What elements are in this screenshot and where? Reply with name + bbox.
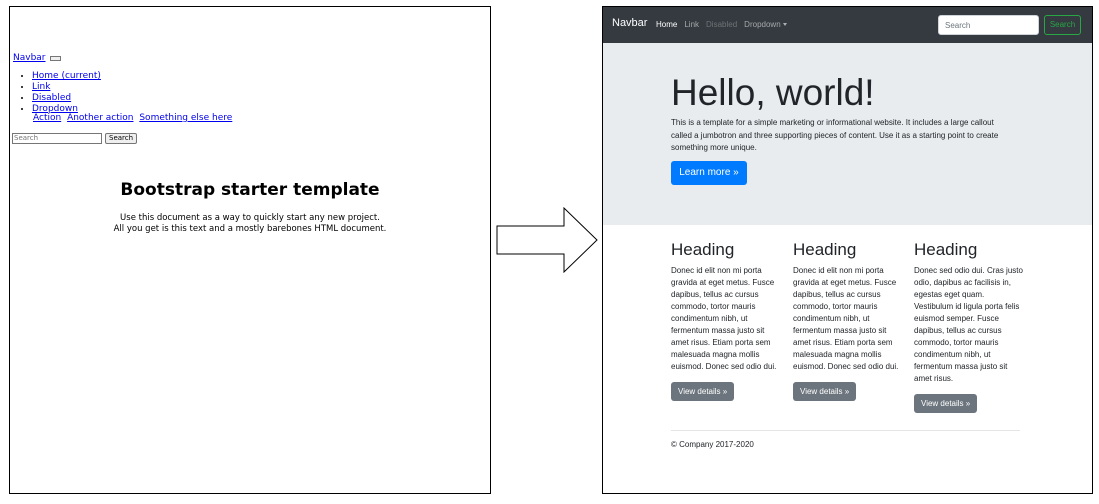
dropdown-menu-plain — [33, 113, 235, 124]
navbar-brand[interactable]: Navbar — [612, 17, 648, 29]
right-arrow-icon — [496, 207, 599, 273]
search-button[interactable]: Search — [1044, 15, 1081, 35]
search-input[interactable]: Search — [938, 15, 1039, 35]
column-text: Donec sed odio dui. Cras justo odio, dapibus ac facilisis in, egestas eget quam. Vestibulum id ligula porta felis euismod semper. Fusce dapibus, tellus ac cursus commodo, tortor mauris condimentum nibh, ut fermentum massa justo sit amet risus. — [914, 266, 1023, 383]
nav-link-home[interactable]: Home (current) — [32, 71, 101, 81]
column-2 — [793, 241, 903, 401]
dropdown-item-action[interactable]: Action — [33, 113, 62, 123]
nav-link-dropdown[interactable] — [744, 20, 786, 29]
search-input-plain[interactable]: Search — [12, 133, 102, 144]
styled-page-panel — [602, 6, 1093, 494]
view-details-button[interactable]: View details » — [793, 382, 856, 401]
column-3 — [914, 241, 1024, 413]
learn-more-button[interactable]: Learn more » — [671, 161, 747, 185]
jumbotron-lead: This is a template for a simple marketing or informational website. It includes a large callout called a jumbotron and three supporting pieces of content. Use it as a starting point to create something more unique. — [671, 118, 999, 152]
navbar — [603, 7, 1092, 43]
column-text: Donec id elit non mi porta gravida at eget metus. Fusce dapibus, tellus ac cursus commodo, tortor mauris condimentum nibh, ut fermentum massa justo sit amet risus. Etiam porta sem malesuada magna mollis euismod. Donec sed odio dui. — [671, 266, 777, 371]
nav-item-disabled — [32, 93, 101, 104]
nav-dropdown-label: Dropdown — [744, 20, 781, 29]
column-1 — [671, 241, 781, 401]
navbar-toggler-button[interactable] — [50, 56, 61, 61]
nav-link-link[interactable]: Link — [684, 20, 700, 29]
navbar-brand-link-plain — [13, 53, 61, 63]
jumbotron — [603, 43, 1092, 225]
column-heading: Heading — [793, 240, 857, 259]
subtitle-line-1: Use this document as a way to quickly start any new project. — [120, 213, 380, 223]
subtitle-line-2: All you get is this text and a mostly barebones HTML document. — [113, 224, 387, 234]
jumbotron-heading: Hello, world! — [671, 72, 875, 113]
nav-link-dropdown[interactable]: Dropdown — [32, 104, 78, 114]
search-form-plain — [12, 133, 137, 144]
nav-link-home[interactable]: Home — [656, 20, 678, 29]
page-title: Bootstrap starter template — [120, 180, 380, 200]
column-text: Donec id elit non mi porta gravida at eget metus. Fusce dapibus, tellus ac cursus commodo, tortor mauris condimentum nibh, ut fermentum massa justo sit amet risus. Etiam porta sem malesuada magna mollis euismod. Donec sed odio dui. — [793, 266, 899, 371]
nav-item-home — [32, 71, 101, 82]
column-heading: Heading — [671, 240, 735, 259]
view-details-button[interactable]: View details » — [671, 382, 734, 401]
dropdown-item-something-else[interactable]: Something else here — [139, 113, 233, 123]
search-button-plain[interactable]: Search — [105, 133, 137, 144]
column-heading: Heading — [914, 240, 978, 259]
caret-down-icon — [783, 23, 787, 26]
nav-link-disabled[interactable]: Disabled — [32, 93, 72, 103]
footer-text: © Company 2017-2020 — [671, 440, 754, 449]
unstyled-page-panel — [9, 6, 491, 494]
dropdown-item-another-action[interactable]: Another action — [67, 113, 134, 123]
nav-link-disabled: Disabled — [706, 20, 738, 29]
footer-divider — [671, 430, 1020, 431]
navbar-nav — [656, 20, 787, 29]
nav-list-plain — [18, 71, 101, 115]
view-details-button[interactable]: View details » — [914, 394, 977, 413]
nav-item-link — [32, 82, 101, 93]
navbar-brand[interactable]: Navbar — [13, 53, 46, 63]
nav-link-link[interactable]: Link — [32, 82, 51, 92]
